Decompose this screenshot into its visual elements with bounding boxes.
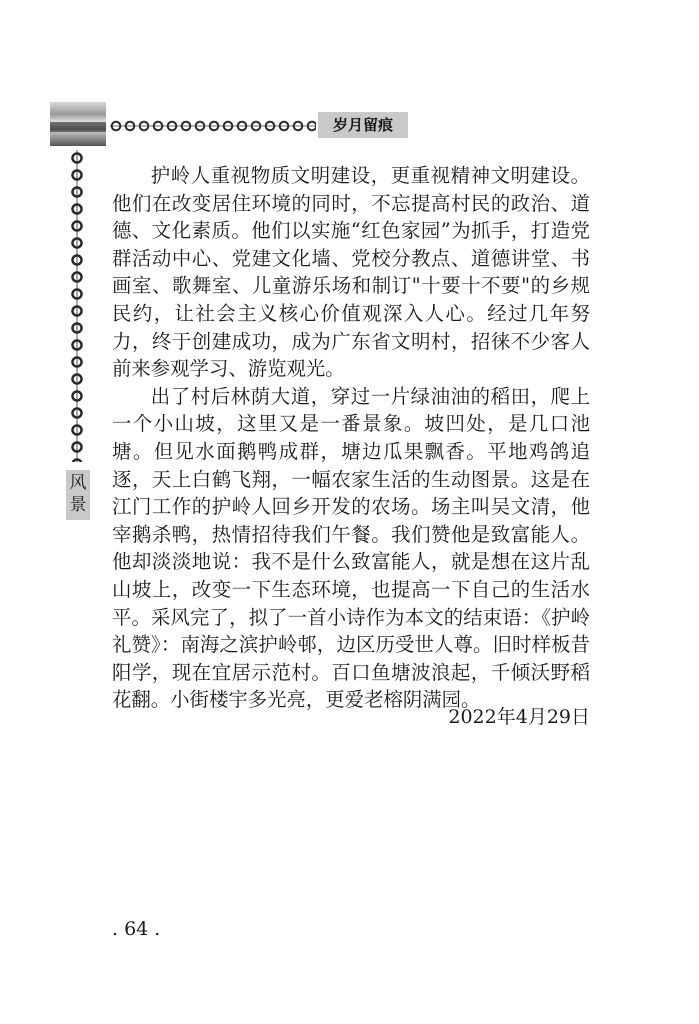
section-title: 岁月留痕 xyxy=(318,112,408,138)
article-body xyxy=(112,162,590,714)
photo-water xyxy=(50,132,106,146)
paragraph-2: 出了村后林荫大道，穿过一片绿油油的稻田，爬上一个小山坡，这里又是一番景象。坡凹处，是几口池塘。但见水面鹅鸭成群，塘边瓜果飘香。平地鸡鸽追逐，天上白鹤飞翔，一幅农家生活的生动图景。这是在江门工作的护岭人回乡开发的农场。场主叫吴文清，他宰鹅杀鸭，热情招待我们午餐。我们赞他是致富能人。他却淡淡地说：我不是什么致富能人，就是想在这片乱山坡上，改变一下生态环境，也提高一下自己的生活水平。采风完了，拟了一首小诗作为本文的结束语：《护岭礼赞》：南海之滨护岭邨，边区历受世人尊。旧时样板昔阳学，现在宜居示范村。百口鱼塘波浪起，千倾沃野稻花翻。小街楼宇多光亮，更爱老榕阴满园。 xyxy=(112,384,590,712)
article-date: 2022年4月29日 xyxy=(448,706,590,728)
header-landscape-photo xyxy=(50,102,106,146)
side-category-label: 风景 xyxy=(66,470,90,520)
page-number: . 64 . xyxy=(112,918,161,940)
decorative-side-border xyxy=(66,150,88,462)
paragraph-1: 护岭人重视物质文明建设，更重视精神文明建设。他们在改变居住环境的同时，不忘提高村民的政治、道德、文化素质。他们以实施“红色家园”为抓手，打造党群活动中心、党建文化墙、党校分教点、道德讲堂、书画室、歌舞室、儿童游乐场和制订"十要十不要"的乡规民约，让社会主义核心价值观深入人心。经过几年努力，终于创建成功，成为广东省文明村，招徕不少客人前来参观学习、游览观光。 xyxy=(112,164,590,381)
decorative-top-border xyxy=(110,118,316,134)
photo-hills xyxy=(50,122,106,130)
